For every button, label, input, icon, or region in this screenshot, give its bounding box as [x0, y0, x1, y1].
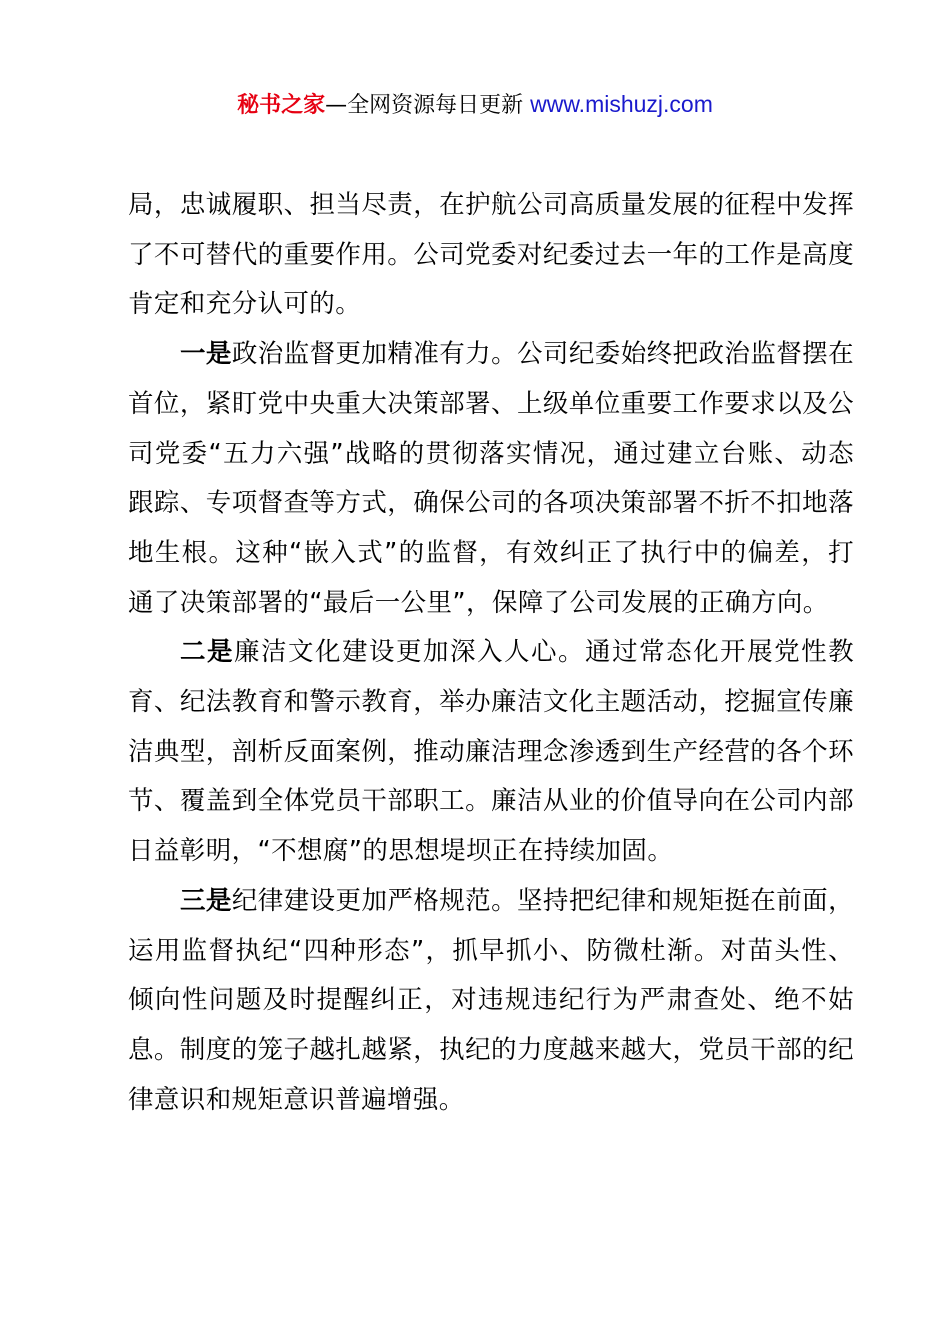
header-tagline: —全网资源每日更新: [325, 93, 531, 118]
document-body: [128, 181, 854, 1125]
paragraph-text: 廉洁文化建设更加深入人心。通过常态化开展党性教育、纪法教育和警示教育，举办廉洁文化主题活动，挖掘宣传廉洁典型，剖析反面案例，推动廉洁理念渗透到生产经营的各个环节、覆盖到全体党员干部职工。廉洁从业的价值导向在公司内部日益彰明，“不想腐”的思想堤坝正在持续加固。: [128, 637, 854, 867]
site-url-link[interactable]: www.mishuzj.com: [530, 91, 713, 117]
paragraph-continuation: [128, 181, 854, 330]
paragraph-text: 局，忠诚履职、担当尽责，在护航公司高质量发展的征程中发挥了不可替代的重要作用。公司党委对纪委过去一年的工作是高度肯定和充分认可的。: [128, 190, 854, 320]
paragraph-text: 政治监督更加精准有力。公司纪委始终把政治监督摆在首位，紧盯党中央重大决策部署、上级单位重要工作要求以及公司党委“五力六强”战略的贯彻落实情况，通过建立台账、动态跟踪、专项督查等方式，确保公司的各项决策部署不折不扣地落地生根。这种“嵌入式”的监督，有效纠正了执行中的偏差，打通了决策部署的“最后一公里”，保障了公司发展的正确方向。: [128, 339, 854, 618]
paragraph-lead: 二是: [180, 637, 235, 668]
page-header: [0, 88, 950, 122]
paragraph-political-supervision: [128, 330, 854, 628]
brand-name: 秘书之家: [237, 93, 326, 118]
paragraph-discipline-building: [128, 877, 854, 1126]
paragraph-text: 纪律建设更加严格规范。坚持把纪律和规矩挺在前面，运用监督执纪“四种形态”，抓早抓小、防微杜渐。对苗头性、倾向性问题及时提醒纠正，对违规违纪行为严肃查处、绝不姑息。制度的笼子越扎越紧，执纪的力度越来越大，党员干部的纪律意识和规矩意识普遍增强。: [128, 885, 854, 1115]
paragraph-lead: 三是: [180, 885, 232, 916]
paragraph-lead: 一是: [180, 339, 232, 370]
paragraph-integrity-culture: [128, 628, 854, 877]
